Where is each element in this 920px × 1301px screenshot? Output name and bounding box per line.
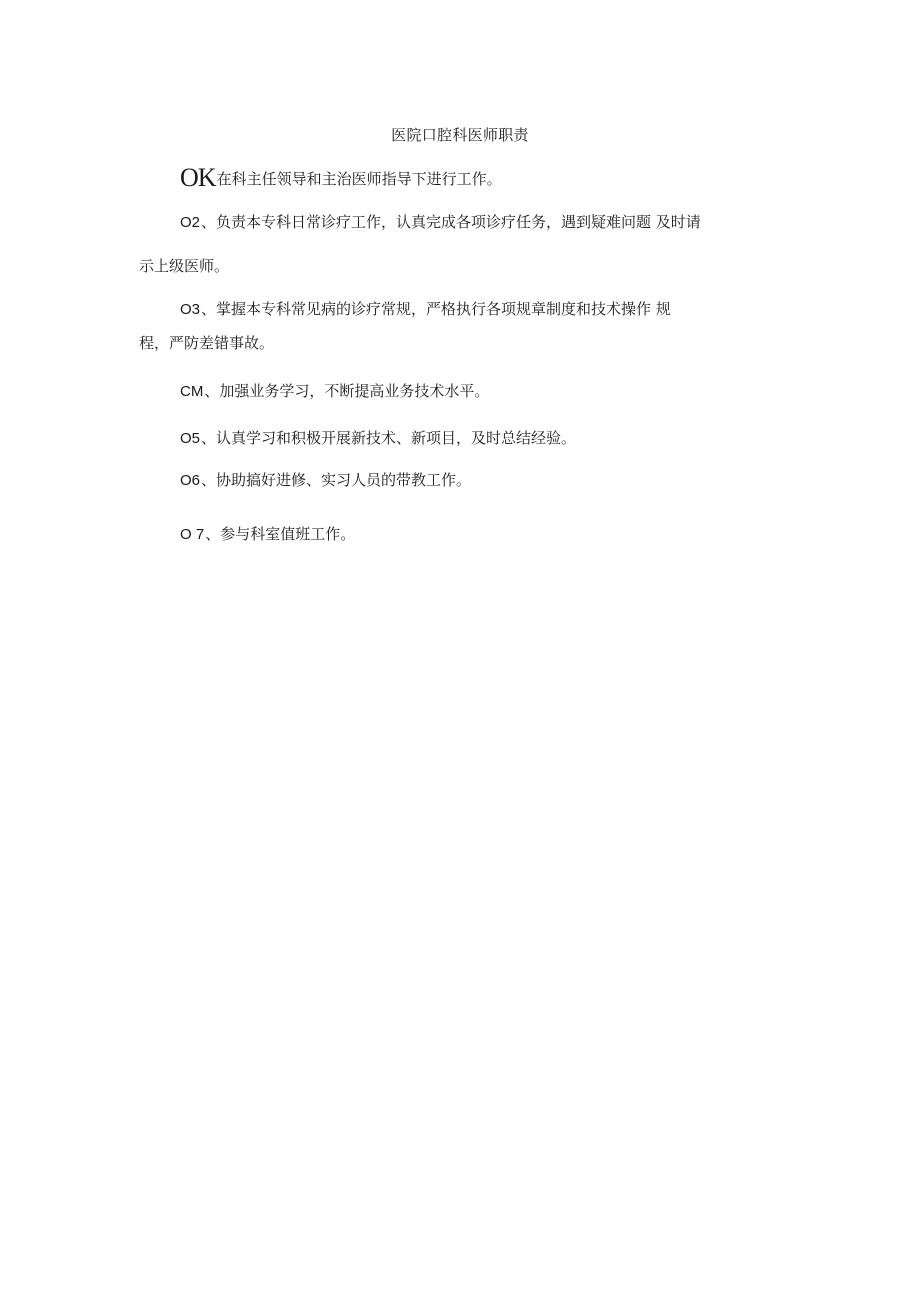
item-number: O3 <box>180 301 201 318</box>
item-text: 、掌握本专科常见病的诊疗常规，严格执行各项规章制度和技术操作 规 <box>201 300 671 318</box>
item-text: 、认真学习和积极开展新技术、新项目，及时总结经验。 <box>201 429 577 447</box>
duty-item-4 <box>180 381 489 402</box>
item-number: CM <box>180 383 204 400</box>
item-number: O6 <box>180 472 201 489</box>
item-number: O2 <box>180 214 201 231</box>
duty-item-3-continuation: 程，严防差错事故。 <box>139 334 275 352</box>
item-text: 、加强业务学习，不断提高业务技术水平。 <box>204 382 490 400</box>
duty-item-3 <box>180 299 671 320</box>
item-number: OK <box>180 163 216 192</box>
item-number: O 7 <box>180 526 205 543</box>
item-text: 、参与科室值班工作。 <box>205 525 356 543</box>
duty-item-1 <box>180 163 502 192</box>
item-text: 、协助搞好进修、实习人员的带教工作。 <box>201 471 472 489</box>
duty-item-5 <box>180 428 576 449</box>
item-number: O5 <box>180 430 201 447</box>
duty-item-2 <box>180 212 701 233</box>
duty-item-6 <box>180 470 471 491</box>
duty-item-7 <box>180 524 355 545</box>
duty-item-2-continuation: 示上级医师。 <box>139 257 230 275</box>
item-text: 在科主任领导和主治医师指导下进行工作。 <box>216 170 502 188</box>
item-text: 、负责本专科日常诊疗工作，认真完成各项诊疗任务，遇到疑难问题 及时请 <box>201 213 701 231</box>
document-title: 医院口腔科医师职责 <box>391 126 529 144</box>
